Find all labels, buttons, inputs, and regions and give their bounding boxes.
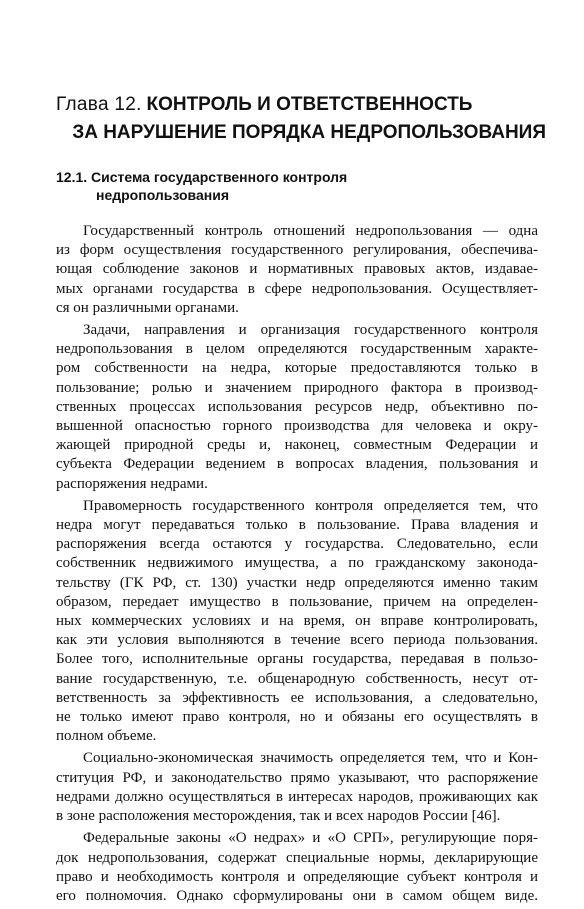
text-line: вышенной опасностью горного производства для человека и окру- (56, 418, 538, 435)
text-line: субъекта Федерации ведением в вопросах владения, пользования и (56, 456, 538, 473)
text-line: не только имеют право контроля, но и обязаны его осуществлять в (56, 709, 538, 726)
text-line: ституция РФ, и законодательство прямо указывают, что распоряжение (56, 769, 538, 786)
text-line: ром собственности на недра, которые предоставляются только в (56, 360, 538, 377)
text-line: право и необходимость контроля и определяющие субъект контроля и (56, 868, 538, 885)
section-title-line1: Система государственного контроля (91, 169, 348, 185)
chapter-heading-line1 (56, 92, 546, 118)
text-line: вание государственную, т.е. общенародную собственность, несут от- (56, 670, 538, 687)
text-line: распоряжения недрами. (56, 475, 208, 492)
text-line: ных коммерческих условиях и на время, он вправе контролировать, (56, 613, 538, 630)
paragraph (56, 321, 538, 494)
chapter-heading-line2 (56, 120, 546, 146)
section-heading (56, 168, 496, 204)
text-line: пользование; ролью и значением природного фактора в производ- (56, 379, 538, 396)
text-line: Федеральные законы «О недрах» и «О СРП», регулирующие поря- (83, 830, 538, 847)
text-line: полном объеме. (56, 728, 157, 745)
text-line: недропользования в целом определяются государственным характе- (56, 341, 538, 358)
paragraph (56, 829, 538, 906)
text-line: распоряжения всегда остаются у государства. Следовательно, если (56, 536, 538, 553)
chapter-title-line1: КОНТРОЛЬ И ОТВЕТСТВЕННОСТЬ (146, 94, 473, 115)
text-line: недрами должно осуществляться в интересах народов, проживающих как (56, 788, 538, 805)
text-line: мых органами государства в сфере недропользования. Осуществляет- (56, 280, 538, 297)
text-line: образом, передает имущество в пользование, причем на определен- (56, 593, 538, 610)
text-line: собственник недвижимого имущества, а по гражданскому законода- (56, 555, 538, 572)
text-line: как эти условия выполняются в течение всего периода пользования. (56, 632, 538, 649)
text-line: его полномочия. Однако сформулированы они в самом общем виде. (56, 887, 538, 904)
chapter-title-line2: ЗА НАРУШЕНИЕ ПОРЯДКА НЕДРОПОЛЬЗОВАНИЯ (72, 122, 546, 143)
text-line: из форм осуществления государственного регулирования, обеспечива- (56, 242, 538, 259)
text-line: Социально-экономическая значимость определяется тем, что и Кон- (83, 750, 538, 767)
text-line: Задачи, направления и организация государственного контроля (83, 322, 538, 339)
text-line: жающей природной среды и, наконец, совместным Федерации и (56, 437, 538, 454)
body-text (56, 222, 538, 909)
text-line: в зоне расположения месторождения, так и всех народов России [46]. (56, 808, 501, 825)
chapter-heading (56, 92, 546, 146)
text-line: недра могут передаваться только в пользование. Права владения и (56, 517, 538, 534)
text-line: Государственный контроль отношений недропользования — одна (83, 223, 538, 239)
paragraph (56, 497, 538, 747)
text-line: ся он различными органами. (56, 299, 239, 316)
paragraph (56, 222, 538, 318)
text-line: ственных процессах использования ресурсов недр, объективно по- (56, 398, 538, 415)
paragraph (56, 749, 538, 826)
text-line: Правомерность государственного контроля определяется тем, что (83, 497, 538, 514)
text-line: ющая соблюдение законов и нормативных правовых актов, издавае- (56, 261, 538, 278)
text-line: Более того, исполнительные органы государства, передавая в пользо- (56, 651, 538, 668)
section-title-line2: недропользования (96, 187, 229, 203)
text-line: тельству (ГК РФ, ст. 130) участки недр определяются именно таким (56, 574, 538, 591)
text-line: ветственность за эффективность ее использования, а следовательно, (56, 689, 538, 706)
section-number: 12.1. (56, 169, 88, 185)
text-line: док недропользования, содержат специальные нормы, декларирующие (56, 849, 538, 866)
chapter-number: Глава 12. (56, 94, 142, 115)
